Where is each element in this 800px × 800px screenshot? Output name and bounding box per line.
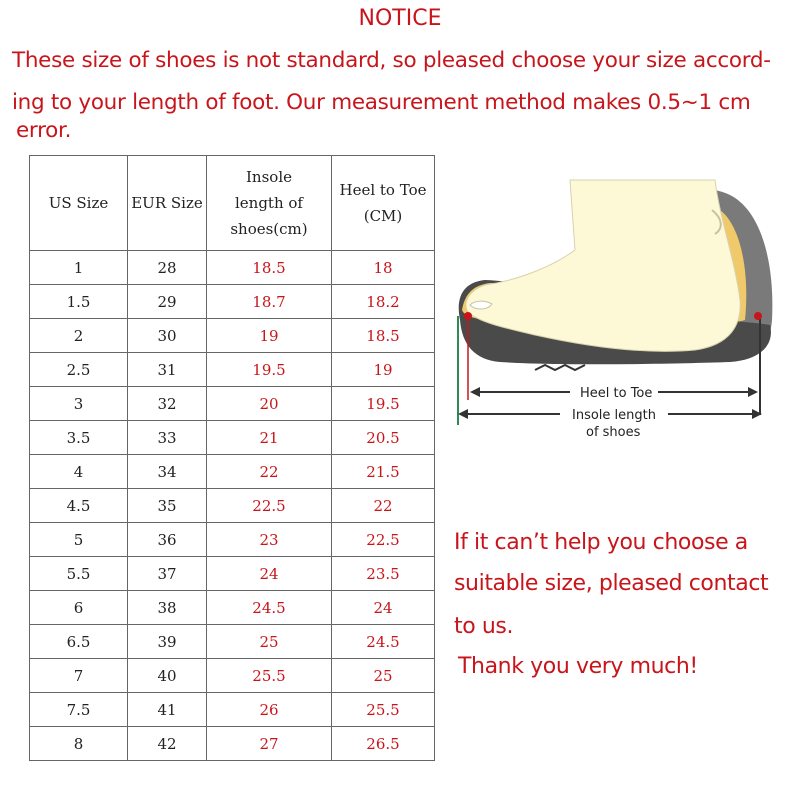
us-size-cell: 1 <box>30 251 128 285</box>
insole-length-cell: 25 <box>207 625 332 659</box>
eur-size-cell: 28 <box>128 251 207 285</box>
table-row <box>30 421 435 455</box>
table-row <box>30 251 435 285</box>
help-line-3: to us. <box>454 614 514 639</box>
help-line-2: suitable size, pleased contact <box>454 571 769 596</box>
notice-title: NOTICE <box>358 6 442 31</box>
header-eur-size: EUR Size <box>128 156 207 251</box>
header-us-size: US Size <box>30 156 128 251</box>
heel-to-toe-cell: 25.5 <box>332 693 435 727</box>
insole-length-cell: 19 <box>207 319 332 353</box>
heel-to-toe-cell: 22 <box>332 489 435 523</box>
us-size-cell: 3 <box>30 387 128 421</box>
us-size-cell: 8 <box>30 727 128 761</box>
table-row <box>30 557 435 591</box>
us-size-cell: 7 <box>30 659 128 693</box>
notice-line-1: These size of shoes is not standard, so pleased choose your size accord- <box>12 48 771 73</box>
help-line-1: If it can’t help you choose a <box>454 530 748 555</box>
heel-to-toe-cell: 23.5 <box>332 557 435 591</box>
heel-to-toe-cell: 24 <box>332 591 435 625</box>
eur-size-cell: 31 <box>128 353 207 387</box>
us-size-cell: 4 <box>30 455 128 489</box>
table-row <box>30 659 435 693</box>
notice-line-3: error. <box>16 118 72 143</box>
table-row <box>30 455 435 489</box>
eur-size-cell: 33 <box>128 421 207 455</box>
size-table <box>29 155 435 761</box>
heel-to-toe-cell: 18.2 <box>332 285 435 319</box>
insole-label-2: of shoes <box>586 425 641 440</box>
header-insole-length: Insole length of shoes(cm) <box>207 156 332 251</box>
table-row <box>30 285 435 319</box>
us-size-cell: 2 <box>30 319 128 353</box>
eur-size-cell: 36 <box>128 523 207 557</box>
us-size-cell: 6 <box>30 591 128 625</box>
table-row <box>30 693 435 727</box>
insole-length-cell: 22 <box>207 455 332 489</box>
us-size-cell: 5.5 <box>30 557 128 591</box>
eur-size-cell: 41 <box>128 693 207 727</box>
foot <box>466 180 740 351</box>
table-row <box>30 489 435 523</box>
heel-to-toe-cell: 18.5 <box>332 319 435 353</box>
insole-length-cell: 24.5 <box>207 591 332 625</box>
eur-size-cell: 30 <box>128 319 207 353</box>
insole-length-cell: 20 <box>207 387 332 421</box>
heel-to-toe-cell: 24.5 <box>332 625 435 659</box>
insole-length-cell: 18.5 <box>207 251 332 285</box>
table-row <box>30 625 435 659</box>
us-size-cell: 1.5 <box>30 285 128 319</box>
table-row <box>30 387 435 421</box>
heel-to-toe-cell: 21.5 <box>332 455 435 489</box>
insole-length-cell: 21 <box>207 421 332 455</box>
toe-dot <box>464 312 472 320</box>
insole-length-cell: 24 <box>207 557 332 591</box>
heel-to-toe-label: Heel to Toe <box>580 386 653 401</box>
heel-to-toe-cell: 19.5 <box>332 387 435 421</box>
insole-length-cell: 27 <box>207 727 332 761</box>
notice-line-2: ing to your length of foot. Our measurement method makes 0.5~1 cm <box>12 90 751 115</box>
header-heel-to-toe: Heel to Toe (CM) <box>332 156 435 251</box>
table-row <box>30 591 435 625</box>
heel-to-toe-cell: 19 <box>332 353 435 387</box>
table-row <box>30 319 435 353</box>
heel-to-toe-cell: 22.5 <box>332 523 435 557</box>
arrow-head-right-1 <box>748 387 758 397</box>
tread <box>535 365 585 370</box>
us-size-cell: 6.5 <box>30 625 128 659</box>
eur-size-cell: 32 <box>128 387 207 421</box>
eur-size-cell: 29 <box>128 285 207 319</box>
eur-size-cell: 37 <box>128 557 207 591</box>
arrow-head-left-2 <box>458 409 468 419</box>
eur-size-cell: 34 <box>128 455 207 489</box>
us-size-cell: 5 <box>30 523 128 557</box>
us-size-cell: 2.5 <box>30 353 128 387</box>
heel-to-toe-cell: 18 <box>332 251 435 285</box>
heel-dot <box>754 312 762 320</box>
insole-label-1: Insole length <box>572 408 656 423</box>
eur-size-cell: 35 <box>128 489 207 523</box>
eur-size-cell: 39 <box>128 625 207 659</box>
us-size-cell: 4.5 <box>30 489 128 523</box>
eur-size-cell: 42 <box>128 727 207 761</box>
us-size-cell: 3.5 <box>30 421 128 455</box>
eur-size-cell: 40 <box>128 659 207 693</box>
insole-length-cell: 26 <box>207 693 332 727</box>
insole-length-cell: 25.5 <box>207 659 332 693</box>
shoe-measurement-diagram <box>440 170 785 440</box>
insole-length-cell: 23 <box>207 523 332 557</box>
insole-length-cell: 22.5 <box>207 489 332 523</box>
us-size-cell: 7.5 <box>30 693 128 727</box>
table-row <box>30 523 435 557</box>
heel-to-toe-cell: 26.5 <box>332 727 435 761</box>
help-line-4: Thank you very much! <box>458 654 698 679</box>
insole-length-cell: 19.5 <box>207 353 332 387</box>
heel-to-toe-cell: 25 <box>332 659 435 693</box>
eur-size-cell: 38 <box>128 591 207 625</box>
insole-length-cell: 18.7 <box>207 285 332 319</box>
heel-to-toe-cell: 20.5 <box>332 421 435 455</box>
arrow-head-left-1 <box>470 387 480 397</box>
table-row <box>30 353 435 387</box>
table-row <box>30 727 435 761</box>
table-header-row <box>30 156 435 251</box>
